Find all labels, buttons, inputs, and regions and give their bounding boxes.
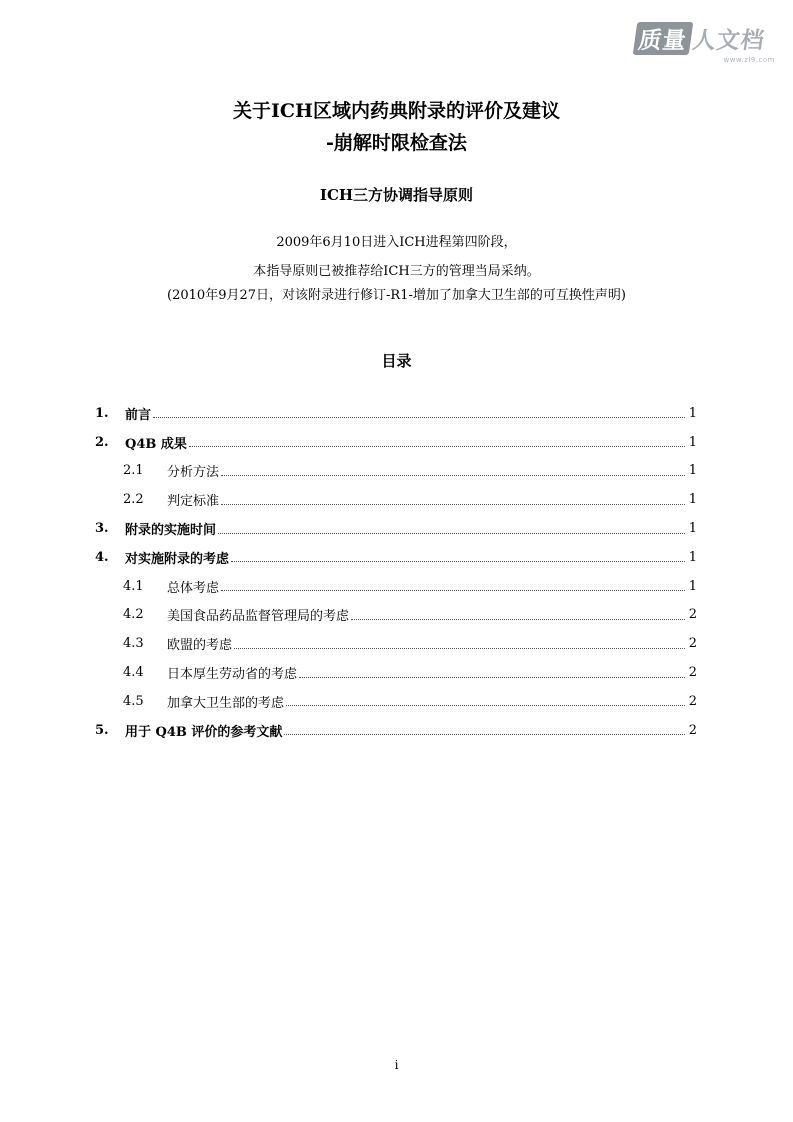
toc-number: 2.1 — [123, 463, 144, 479]
toc-label: 日本厚生劳动省的考虑 — [167, 667, 298, 683]
toc-leader — [286, 704, 685, 706]
toc-page: 1 — [688, 463, 697, 479]
toc-number: 1. — [95, 405, 109, 421]
toc-number: 3. — [95, 521, 109, 537]
toc-entry-considerations[interactable] — [95, 543, 697, 572]
toc-leader — [153, 416, 685, 418]
toc-label: 对实施附录的考虑 — [125, 551, 230, 567]
toc-leader — [234, 647, 685, 649]
toc-number: 4.1 — [123, 578, 144, 594]
toc-number: 4.2 — [123, 607, 144, 623]
toc-page: 2 — [688, 607, 697, 623]
status-note-2: 本指导原则已被推荐给ICH三方的管理当局采纳。 — [253, 264, 540, 279]
toc-label: 总体考虑 — [167, 580, 220, 596]
page-number: i — [394, 1058, 399, 1072]
toc-entry-acceptance-criteria[interactable] — [95, 485, 697, 514]
toc-leader — [218, 532, 685, 534]
revision-note: (2010年9月27日，对该附录进行修订-R1-增加了加拿大卫生部的可互换性声明) — [167, 288, 626, 303]
toc-label: 用于 Q4B 评价的参考文献 — [125, 724, 283, 740]
toc-entry-health-canada-considerations[interactable] — [95, 687, 697, 716]
toc-page: 2 — [688, 636, 697, 652]
toc-entry-mhlw-considerations[interactable] — [95, 658, 697, 687]
toc-label: 欧盟的考虑 — [167, 638, 233, 654]
toc-leader — [221, 589, 685, 591]
toc-entry-q4b-outcome[interactable] — [95, 428, 697, 457]
toc-entry-references[interactable] — [95, 716, 697, 745]
toc-page: 1 — [688, 405, 697, 421]
toc-leader — [221, 503, 685, 505]
toc-page: 2 — [688, 722, 697, 738]
toc-page: 1 — [688, 578, 697, 594]
toc-number: 4.4 — [123, 665, 144, 681]
document-subtitle: ICH三方协调指导原则 — [319, 186, 474, 204]
toc-entry-eu-considerations[interactable] — [95, 629, 697, 658]
toc-number: 2.2 — [123, 492, 144, 508]
toc-number: 5. — [95, 722, 109, 738]
toc-leader — [221, 474, 685, 476]
toc-page: 1 — [688, 434, 697, 450]
toc-leader — [284, 733, 685, 735]
toc-page: 2 — [688, 693, 697, 709]
document-title-line2: -崩解时限检查法 — [326, 132, 467, 154]
toc-leader — [299, 676, 685, 678]
toc-entry-analytical-procedure[interactable] — [95, 457, 697, 486]
toc-number: 2. — [95, 434, 109, 450]
toc-label: 加拿大卫生部的考虑 — [167, 695, 285, 711]
document-title: 关于ICH区域内药典附录的评价及建议 — [233, 100, 560, 122]
toc-number: 4.3 — [123, 636, 144, 652]
toc-number: 4. — [95, 549, 109, 565]
toc-number: 4.5 — [123, 693, 144, 709]
toc-heading: 目录 — [381, 352, 412, 370]
toc-label: 分析方法 — [167, 465, 220, 481]
toc-page: 1 — [688, 492, 697, 508]
toc-leader — [231, 560, 685, 562]
logo-box-text: 质量 — [633, 22, 694, 55]
toc-label: 美国食品药品监督管理局的考虑 — [167, 609, 350, 625]
table-of-contents — [95, 399, 697, 745]
toc-leader — [189, 445, 685, 447]
toc-label: 判定标准 — [167, 494, 220, 510]
status-note-1: 2009年6月10日进入ICH进程第四阶段， — [276, 235, 517, 250]
toc-label: Q4B 成果 — [125, 436, 187, 452]
toc-entry-general-considerations[interactable] — [95, 572, 697, 601]
toc-entry-implementation-timing[interactable] — [95, 514, 697, 543]
logo-rest-text: 人文档 — [690, 28, 767, 54]
toc-entry-fda-considerations[interactable] — [95, 601, 697, 630]
logo-wordmark — [635, 22, 775, 55]
toc-page: 2 — [688, 665, 697, 681]
toc-page: 1 — [688, 521, 697, 537]
toc-label: 前言 — [125, 407, 152, 423]
logo-url: www.zl9.com — [723, 56, 775, 64]
toc-leader — [351, 618, 685, 620]
toc-page: 1 — [688, 549, 697, 565]
toc-entry-preface[interactable] — [95, 399, 697, 428]
toc-label: 附录的实施时间 — [125, 523, 217, 539]
site-logo — [635, 22, 775, 64]
